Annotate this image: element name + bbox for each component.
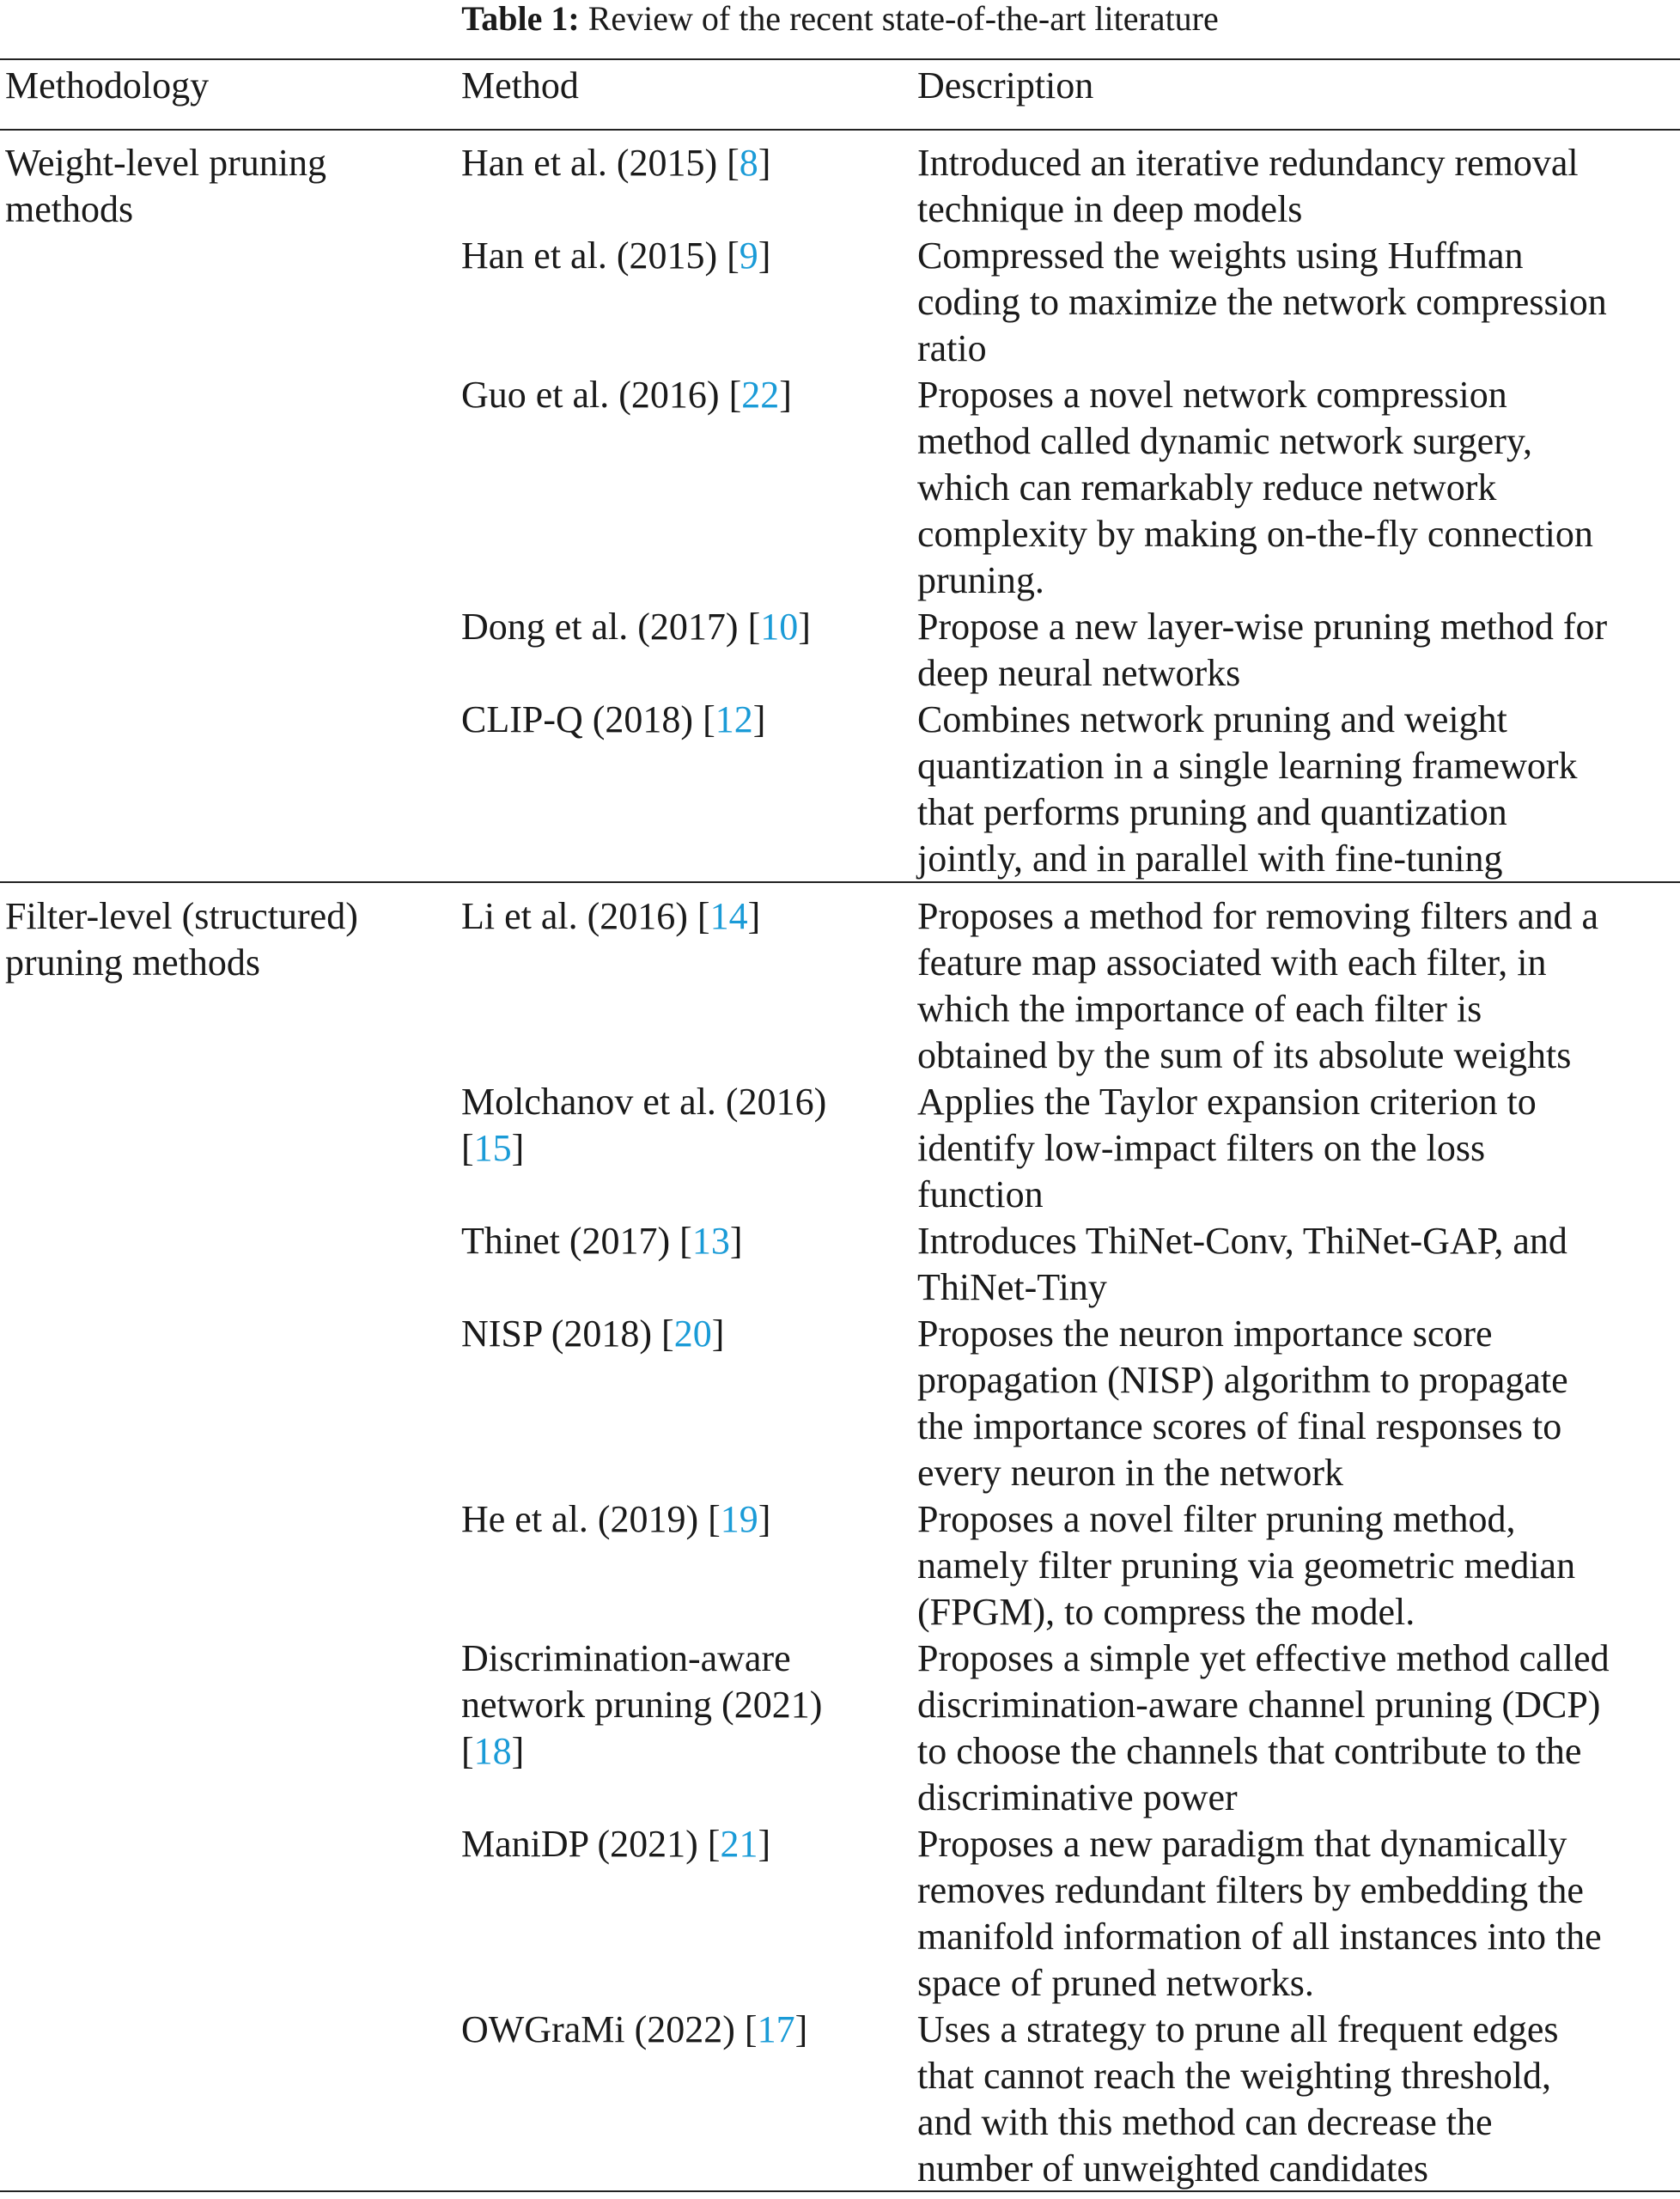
- description-line: Proposes a novel network compression: [917, 374, 1507, 416]
- description-line: to choose the channels that contribute to the: [917, 1730, 1582, 1772]
- method-line: [461, 1821, 770, 1867]
- method-text: ]: [794, 2008, 808, 2050]
- method-cell: [461, 1636, 822, 1775]
- description-line: method called dynamic network surgery,: [917, 420, 1533, 462]
- header-rule: [0, 129, 1680, 131]
- methodology-cell: [5, 893, 358, 986]
- description-line: that cannot reach the weighting threshold,: [917, 2055, 1551, 2097]
- description-line: Propose a new layer-wise pruning method for: [917, 606, 1608, 648]
- method-cell: [461, 2007, 807, 2053]
- citation-link[interactable]: 22: [741, 374, 780, 416]
- description-line: number of unweighted candidates: [917, 2147, 1429, 2190]
- description-cell: [917, 697, 1578, 882]
- description-cell: [917, 372, 1593, 604]
- method-text: ]: [758, 1823, 771, 1865]
- description-line: Proposes a method for removing filters and a: [917, 895, 1599, 937]
- description-cell: [917, 1636, 1610, 1821]
- method-text: ]: [747, 895, 761, 937]
- method-text: CLIP-Q (2018) [: [461, 698, 715, 740]
- description-line: function: [917, 1173, 1044, 1215]
- method-line: [461, 1636, 822, 1682]
- method-text: ]: [758, 1498, 771, 1540]
- method-text: Li et al. (2016) [: [461, 895, 710, 937]
- method-text: Discrimination-aware: [461, 1637, 791, 1679]
- header-description: Description: [917, 64, 1094, 107]
- description-line: which the importance of each filter is: [917, 988, 1482, 1030]
- method-line: [461, 233, 770, 279]
- group-separator-rule: [0, 881, 1680, 883]
- method-text: Guo et al. (2016) [: [461, 374, 742, 416]
- description-line: Proposes a new paradigm that dynamically: [917, 1823, 1567, 1865]
- caption-text: Review of the recent state-of-the-art literature: [587, 0, 1219, 38]
- method-cell: [461, 604, 811, 650]
- header-method: Method: [461, 64, 579, 107]
- method-line: [461, 140, 770, 186]
- description-line: propagation (NISP) algorithm to propagate: [917, 1359, 1568, 1401]
- method-line: [461, 1682, 822, 1728]
- method-text: OWGraMi (2022) [: [461, 2008, 758, 2050]
- description-line: Applies the Taylor expansion criterion to: [917, 1081, 1537, 1123]
- description-line: the importance scores of final responses to: [917, 1405, 1562, 1447]
- table-caption: [0, 0, 1680, 38]
- method-text: ]: [711, 1313, 725, 1355]
- header-methodology: Methodology: [5, 64, 210, 107]
- methodology-line: Weight-level pruning: [5, 142, 327, 184]
- description-line: which can remarkably reduce network: [917, 466, 1497, 509]
- method-text: [: [461, 1730, 474, 1772]
- description-line: deep neural networks: [917, 652, 1241, 694]
- citation-link[interactable]: 9: [739, 235, 758, 277]
- method-cell: [461, 1821, 770, 1867]
- description-line: obtained by the sum of its absolute weights: [917, 1034, 1572, 1076]
- method-line: [461, 1311, 724, 1357]
- bottom-rule: [0, 2190, 1680, 2192]
- description-line: discriminative power: [917, 1776, 1238, 1818]
- description-cell: [917, 1821, 1602, 2007]
- citation-link[interactable]: 21: [720, 1823, 758, 1865]
- method-line: [461, 1496, 770, 1543]
- description-line: complexity by making on-the-fly connection: [917, 513, 1593, 555]
- method-text: ]: [752, 698, 766, 740]
- method-cell: [461, 372, 792, 418]
- description-cell: [917, 1311, 1568, 1496]
- description-cell: [917, 893, 1598, 1079]
- description-line: and with this method can decrease the: [917, 2101, 1493, 2143]
- description-line: (FPGM), to compress the model.: [917, 1591, 1415, 1633]
- description-line: technique in deep models: [917, 188, 1303, 230]
- description-cell: [917, 1496, 1575, 1636]
- description-cell: [917, 604, 1607, 697]
- method-text: ]: [511, 1730, 525, 1772]
- method-cell: [461, 233, 770, 279]
- description-line: discrimination-aware channel pruning (DCP): [917, 1684, 1601, 1726]
- method-text: Han et al. (2015) [: [461, 142, 740, 184]
- method-cell: [461, 1311, 724, 1357]
- method-line: [461, 893, 760, 940]
- methodology-line: Filter-level (structured): [5, 895, 358, 937]
- description-line: ThiNet-Tiny: [917, 1266, 1107, 1308]
- description-line: namely filter pruning via geometric median: [917, 1544, 1576, 1587]
- description-line: Introduced an iterative redundancy removal: [917, 142, 1579, 184]
- description-line: pruning.: [917, 559, 1044, 601]
- citation-link[interactable]: 20: [673, 1313, 712, 1355]
- description-line: Proposes a simple yet effective method called: [917, 1637, 1610, 1679]
- description-line: manifold information of all instances into the: [917, 1916, 1602, 1958]
- method-cell: [461, 1218, 742, 1264]
- citation-link[interactable]: 18: [473, 1730, 512, 1772]
- description-line: Uses a strategy to prune all frequent edges: [917, 2008, 1559, 2050]
- citation-link[interactable]: 10: [760, 606, 799, 648]
- method-text: Thinet (2017) [: [461, 1220, 692, 1262]
- description-cell: [917, 1218, 1567, 1311]
- citation-link[interactable]: 15: [473, 1127, 512, 1169]
- description-line: Proposes the neuron importance score: [917, 1313, 1493, 1355]
- method-line: [461, 697, 765, 743]
- description-line: space of pruned networks.: [917, 1962, 1314, 2004]
- citation-link[interactable]: 19: [720, 1498, 758, 1540]
- method-text: ]: [729, 1220, 743, 1262]
- description-cell: [917, 1079, 1537, 1218]
- method-text: ]: [758, 142, 771, 184]
- method-text: ManiDP (2021) [: [461, 1823, 721, 1865]
- description-line: Combines network pruning and weight: [917, 698, 1507, 740]
- method-cell: [461, 140, 770, 186]
- citation-link[interactable]: 12: [715, 698, 753, 740]
- description-cell: [917, 233, 1607, 372]
- description-line: that performs pruning and quantization: [917, 791, 1507, 833]
- method-text: NISP (2018) [: [461, 1313, 674, 1355]
- description-line: Introduces ThiNet-Conv, ThiNet-GAP, and: [917, 1220, 1567, 1262]
- method-text: ]: [511, 1127, 525, 1169]
- method-line: [461, 604, 811, 650]
- method-line: [461, 1728, 822, 1775]
- description-line: feature map associated with each filter, in: [917, 941, 1547, 984]
- method-text: ]: [758, 235, 771, 277]
- method-text: Dong et al. (2017) [: [461, 606, 761, 648]
- description-line: identify low-impact filters on the loss: [917, 1127, 1486, 1169]
- citation-link[interactable]: 8: [739, 142, 758, 184]
- citation-link[interactable]: 17: [757, 2008, 795, 2050]
- method-text: ]: [779, 374, 792, 416]
- method-text: Han et al. (2015) [: [461, 235, 740, 277]
- description-cell: [917, 140, 1579, 233]
- description-line: removes redundant filters by embedding the: [917, 1869, 1584, 1911]
- citation-link[interactable]: 13: [691, 1220, 730, 1262]
- method-line: [461, 2007, 807, 2053]
- methodology-line: pruning methods: [5, 941, 260, 984]
- method-cell: [461, 1079, 826, 1172]
- method-cell: [461, 893, 760, 940]
- description-line: ratio: [917, 327, 987, 369]
- methodology-cell: [5, 140, 326, 233]
- description-line: Proposes a novel filter pruning method,: [917, 1498, 1516, 1540]
- methodology-line: methods: [5, 188, 134, 230]
- method-line: [461, 1125, 826, 1172]
- method-text: Molchanov et al. (2016): [461, 1081, 827, 1123]
- description-line: quantization in a single learning framework: [917, 745, 1578, 787]
- description-line: jointly, and in parallel with fine-tuning: [917, 838, 1503, 880]
- method-text: [: [461, 1127, 474, 1169]
- method-cell: [461, 697, 765, 743]
- citation-link[interactable]: 14: [709, 895, 748, 937]
- method-line: [461, 372, 792, 418]
- description-cell: [917, 2007, 1559, 2192]
- description-line: Compressed the weights using Huffman: [917, 235, 1524, 277]
- method-text: ]: [798, 606, 811, 648]
- description-line: every neuron in the network: [917, 1452, 1344, 1494]
- caption-label: Table 1:: [461, 0, 580, 38]
- method-text: He et al. (2019) [: [461, 1498, 721, 1540]
- top-rule: [0, 58, 1680, 60]
- description-line: coding to maximize the network compression: [917, 281, 1607, 323]
- method-line: [461, 1079, 826, 1125]
- method-cell: [461, 1496, 770, 1543]
- method-text: network pruning (2021): [461, 1684, 823, 1726]
- method-line: [461, 1218, 742, 1264]
